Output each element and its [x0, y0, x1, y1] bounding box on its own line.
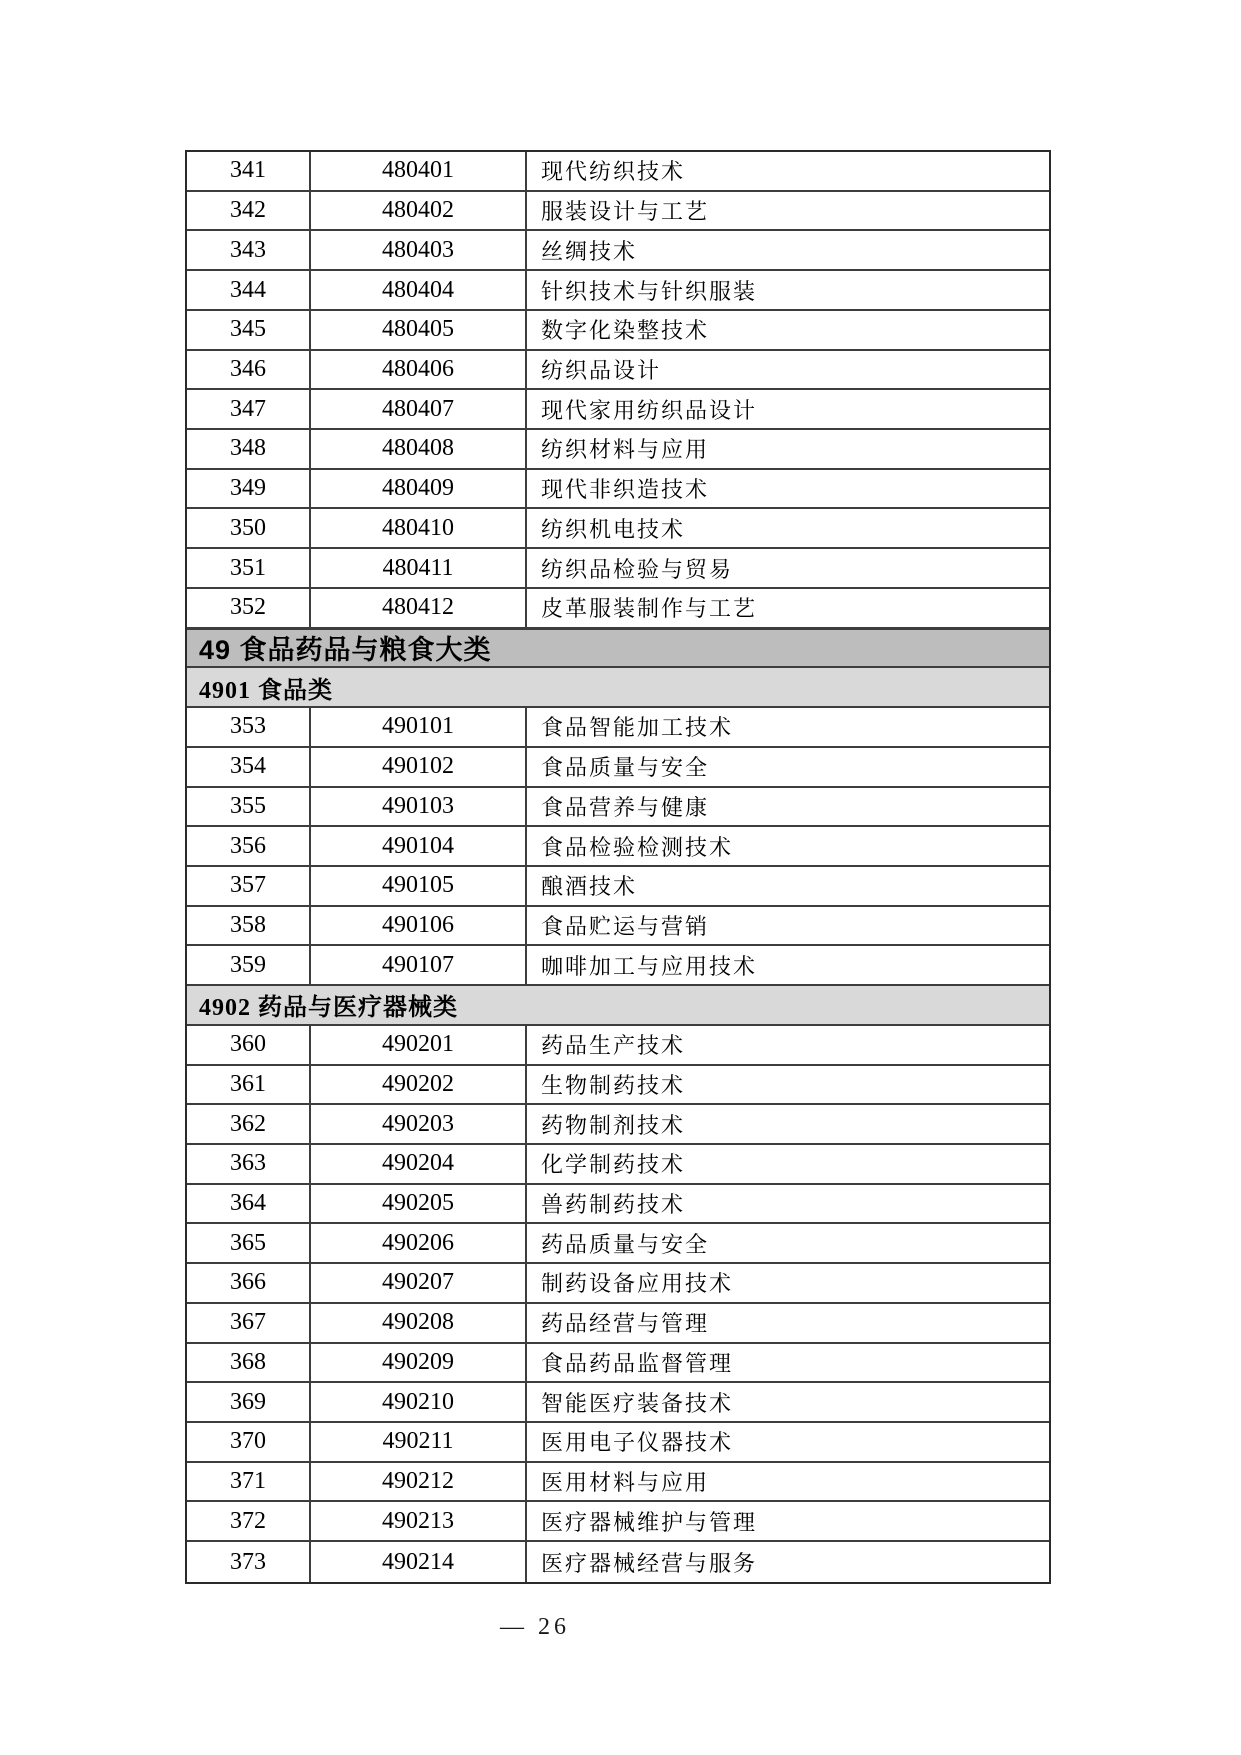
seq-cell: 365	[187, 1224, 311, 1262]
seq-cell: 349	[187, 470, 311, 508]
code-cell: 480401	[311, 152, 527, 190]
name-cell: 兽药制药技术	[541, 1192, 686, 1218]
seq-cell: 356	[187, 827, 311, 865]
name-cell: 食品药品监督管理	[541, 1350, 734, 1376]
name-cell: 现代纺织技术	[541, 159, 686, 185]
table-row	[187, 1105, 1049, 1145]
table-row	[187, 589, 1049, 629]
name-cell: 智能医疗装备技术	[541, 1390, 734, 1416]
seq-cell: 341	[187, 152, 311, 190]
code-cell: 480406	[311, 351, 527, 389]
seq-cell: 361	[187, 1066, 311, 1104]
name-cell: 服装设计与工艺	[541, 199, 710, 225]
name-cell: 医用电子仪器技术	[541, 1430, 734, 1456]
name-cell: 食品检验检测技术	[541, 834, 734, 860]
code-cell: 480407	[311, 390, 527, 428]
name-cell: 食品智能加工技术	[541, 715, 734, 741]
code-cell: 490102	[311, 748, 527, 786]
seq-cell: 363	[187, 1145, 311, 1183]
table-row	[187, 231, 1049, 271]
table-row	[187, 1502, 1049, 1542]
seq-cell: 371	[187, 1463, 311, 1501]
code-cell: 490105	[311, 867, 527, 905]
seq-cell: 367	[187, 1304, 311, 1342]
code-cell: 480402	[311, 192, 527, 230]
name-cell: 药品生产技术	[541, 1033, 686, 1059]
code-cell: 480410	[311, 509, 527, 547]
seq-cell: 342	[187, 192, 311, 230]
code-cell: 490211	[311, 1423, 527, 1461]
table-row	[187, 390, 1049, 430]
table-row	[187, 907, 1049, 947]
code-cell: 490206	[311, 1224, 527, 1262]
seq-cell: 366	[187, 1264, 311, 1302]
name-cell: 药品经营与管理	[541, 1311, 710, 1337]
code-cell: 490101	[311, 708, 527, 746]
table-row	[187, 748, 1049, 788]
seq-cell: 358	[187, 907, 311, 945]
name-cell: 数字化染整技术	[541, 318, 710, 344]
table-row	[187, 351, 1049, 391]
table-row	[187, 549, 1049, 589]
program-code-table	[185, 150, 1051, 1584]
code-cell: 490103	[311, 788, 527, 826]
table-row	[187, 1423, 1049, 1463]
seq-cell: 343	[187, 231, 311, 269]
name-cell: 食品贮运与营销	[541, 914, 710, 940]
code-cell: 490107	[311, 946, 527, 984]
name-cell: 生物制药技术	[541, 1072, 686, 1098]
table-row	[187, 430, 1049, 470]
seq-cell: 354	[187, 748, 311, 786]
seq-cell: 345	[187, 311, 311, 349]
seq-cell: 368	[187, 1344, 311, 1382]
table-row	[187, 708, 1049, 748]
code-cell: 490212	[311, 1463, 527, 1501]
table-row	[187, 1344, 1049, 1384]
seq-cell: 350	[187, 509, 311, 547]
code-cell: 490207	[311, 1264, 527, 1302]
code-cell: 490204	[311, 1145, 527, 1183]
table-row	[187, 192, 1049, 232]
seq-cell: 364	[187, 1185, 311, 1223]
table-row	[187, 311, 1049, 351]
name-cell: 纺织材料与应用	[541, 437, 710, 463]
seq-cell: 369	[187, 1383, 311, 1421]
code-cell: 490202	[311, 1066, 527, 1104]
page-number: — 26	[500, 1614, 570, 1640]
table-row	[187, 867, 1049, 907]
seq-cell: 352	[187, 589, 311, 627]
name-cell: 酿酒技术	[541, 874, 638, 900]
name-cell: 现代家用纺织品设计	[541, 397, 758, 423]
name-cell: 食品质量与安全	[541, 755, 710, 781]
table-row	[187, 1383, 1049, 1423]
code-cell: 490214	[311, 1542, 527, 1582]
code-cell: 490209	[311, 1344, 527, 1382]
code-cell: 480411	[311, 549, 527, 587]
code-cell: 480404	[311, 271, 527, 309]
seq-cell: 362	[187, 1105, 311, 1143]
seq-cell: 359	[187, 946, 311, 984]
seq-cell: 347	[187, 390, 311, 428]
name-cell: 纺织品检验与贸易	[541, 556, 734, 582]
name-cell: 针织技术与针织服装	[541, 278, 758, 304]
seq-cell: 351	[187, 549, 311, 587]
code-cell: 480408	[311, 430, 527, 468]
name-cell: 药物制剂技术	[541, 1112, 686, 1138]
seq-cell: 373	[187, 1542, 311, 1582]
code-cell: 490208	[311, 1304, 527, 1342]
table-row	[187, 1463, 1049, 1503]
seq-cell: 355	[187, 788, 311, 826]
table-row	[187, 1145, 1049, 1185]
name-cell: 现代非织造技术	[541, 477, 710, 503]
table-row	[187, 1542, 1049, 1582]
code-cell: 490210	[311, 1383, 527, 1421]
name-cell: 纺织品设计	[541, 357, 662, 383]
seq-cell: 357	[187, 867, 311, 905]
name-cell: 丝绸技术	[541, 238, 638, 264]
table-row	[187, 827, 1049, 867]
seq-cell: 344	[187, 271, 311, 309]
code-cell: 490201	[311, 1026, 527, 1064]
table-row	[187, 1185, 1049, 1225]
table-row	[187, 509, 1049, 549]
name-cell: 药品质量与安全	[541, 1231, 710, 1257]
category-header-row: 49 食品药品与粮食大类	[187, 629, 1049, 669]
code-cell: 490213	[311, 1502, 527, 1540]
seq-cell: 372	[187, 1502, 311, 1540]
table-row	[187, 788, 1049, 828]
name-cell: 皮革服装制作与工艺	[541, 596, 758, 622]
code-cell: 490205	[311, 1185, 527, 1223]
table-row	[187, 271, 1049, 311]
name-cell: 制药设备应用技术	[541, 1271, 734, 1297]
seq-cell: 348	[187, 430, 311, 468]
name-cell: 医疗器械维护与管理	[541, 1509, 758, 1535]
table-row	[187, 1066, 1049, 1106]
name-cell: 咖啡加工与应用技术	[541, 953, 758, 979]
table-row	[187, 1026, 1049, 1066]
name-cell: 医疗器械经营与服务	[541, 1550, 758, 1576]
code-cell: 490203	[311, 1105, 527, 1143]
subcategory-header-row: 4902 药品与医疗器械类	[187, 986, 1049, 1026]
seq-cell: 360	[187, 1026, 311, 1064]
table-row	[187, 470, 1049, 510]
code-cell: 480405	[311, 311, 527, 349]
table-row	[187, 946, 1049, 986]
code-cell: 480403	[311, 231, 527, 269]
subcategory-header-row: 4901 食品类	[187, 668, 1049, 708]
table-row	[187, 152, 1049, 192]
code-cell: 480412	[311, 589, 527, 627]
code-cell: 480409	[311, 470, 527, 508]
name-cell: 食品营养与健康	[541, 794, 710, 820]
table-row	[187, 1304, 1049, 1344]
table-row	[187, 1264, 1049, 1304]
name-cell: 纺织机电技术	[541, 516, 686, 542]
table-row	[187, 1224, 1049, 1264]
seq-cell: 353	[187, 708, 311, 746]
code-cell: 490106	[311, 907, 527, 945]
name-cell: 化学制药技术	[541, 1152, 686, 1178]
code-cell: 490104	[311, 827, 527, 865]
seq-cell: 346	[187, 351, 311, 389]
seq-cell: 370	[187, 1423, 311, 1461]
name-cell: 医用材料与应用	[541, 1470, 710, 1496]
